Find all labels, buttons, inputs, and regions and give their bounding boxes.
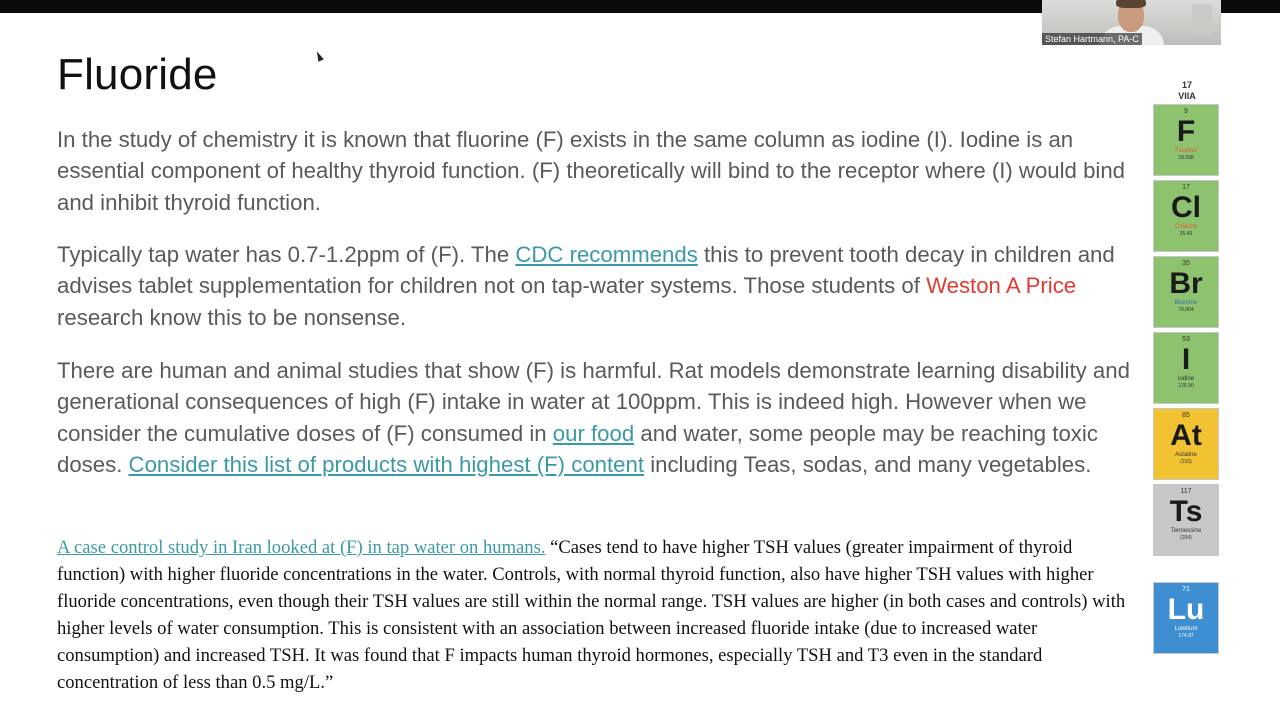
periodic-group-column [1153,80,1221,639]
element-symbol: Ts [1169,495,1203,528]
element-tile-br [1153,256,1219,328]
element-tile-i [1153,332,1219,404]
element-number: 71 [1182,586,1190,593]
element-symbol: At [1170,419,1202,452]
paragraph-chemistry: In the study of chemistry it is known that fluorine (F) exists in the same column as iodine (I). Iodine is an essential component of healthy thyroid function. (F) theoretically will bind to the receptor where (I) would bind and inhibit thyroid function. [57,127,1126,215]
element-name: Chlorine [1174,224,1198,230]
element-name: Astatine [1175,452,1197,458]
iran-study-quote [57,534,1142,696]
presenter-name: Stefan Hartmann, PA-C [1042,33,1142,45]
cdc-recommends-link[interactable]: CDC recommends [515,242,698,267]
element-mass: 126.90 [1178,383,1194,389]
text-segment: including Teas, sodas, and many vegetables. [644,451,1092,477]
element-tile-f [1153,104,1219,176]
element-name: Tennessine [1170,528,1202,534]
element-number: 35 [1182,260,1190,267]
element-mass: (294) [1180,535,1192,541]
element-name: Lutetium [1174,626,1198,632]
slide-title: Fluoride [57,50,218,99]
element-symbol: Lu [1167,593,1205,626]
element-mass: (210) [1180,459,1192,465]
webcam-overlay [1042,0,1221,45]
element-tile-lu [1153,582,1219,654]
element-mass: 18.998 [1178,155,1194,161]
element-tile-ts [1153,484,1219,556]
presenter-hair [1116,0,1146,8]
element-symbol: F [1176,115,1196,148]
element-mass: 79.904 [1178,307,1194,313]
element-name: Bromine [1174,300,1198,306]
element-name: Fluorine [1175,148,1197,154]
text-segment: this to prevent tooth decay in children and advises tablet supplementation for children not on tap-water systems. Those students of [57,242,1115,299]
text-segment: and water, some people may be reaching toxic doses. [57,420,1098,477]
element-number: 117 [1180,488,1192,495]
element-symbol: Br [1169,267,1203,300]
element-tile-cl [1153,180,1219,252]
quote-text: “Cases tend to have higher TSH values (greater impairment of thyroid function) with higher fluoride concentrations in the water. Controls, with normal thyroid function, also have higher TSH values with higher fluoride concentrations, even though their TSH values are still within the normal range. TSH values are higher (in both cases and controls) with higher levels of water consumption. This is consistent with an association between increased fluoride intake (due to increased water consumption) and increased TSH. It was found that F impacts human thyroid hormones, especially TSH and T3 even in the standard concentration of less than 0.5 mg/L.” [57,537,1126,693]
element-number: 85 [1182,412,1190,419]
element-number: 9 [1184,108,1188,115]
background-shelf [1192,4,1212,34]
paragraph-tap-water [57,239,1142,333]
group-name: VIIA [1178,91,1196,101]
iran-study-link[interactable]: A case control study in Iran looked at (F) in tap water on humans. [57,537,546,558]
element-mass: 174.97 [1178,633,1194,639]
our-food-link[interactable]: our food [552,420,635,446]
element-symbol: I [1181,343,1191,376]
text-segment: Typically tap water has 0.7-1.2ppm of (F). The [57,242,516,267]
element-symbol: Cl [1171,191,1201,224]
paragraph-studies [57,355,1142,480]
weston-price-text: Weston A Price [926,273,1077,299]
element-number: 53 [1182,336,1190,343]
slide [0,13,1280,720]
element-name: Iodine [1177,376,1195,382]
element-tile-at [1153,408,1219,480]
group-number: 17 [1181,80,1192,90]
element-number: 17 [1182,184,1190,191]
text-segment: There are human and animal studies that show (F) is harmful. Rat models demonstrate learning disability and generational consequences of high (F) intake in water at 100ppm. This is indeed high. However when we consider the cumulative doses of (F) consumed in [57,358,1130,446]
text-segment: research know this to be nonsense. [57,304,407,330]
element-mass: 35.45 [1179,231,1193,237]
products-list-link[interactable]: Consider this list of products with highest (F) content [128,451,645,477]
